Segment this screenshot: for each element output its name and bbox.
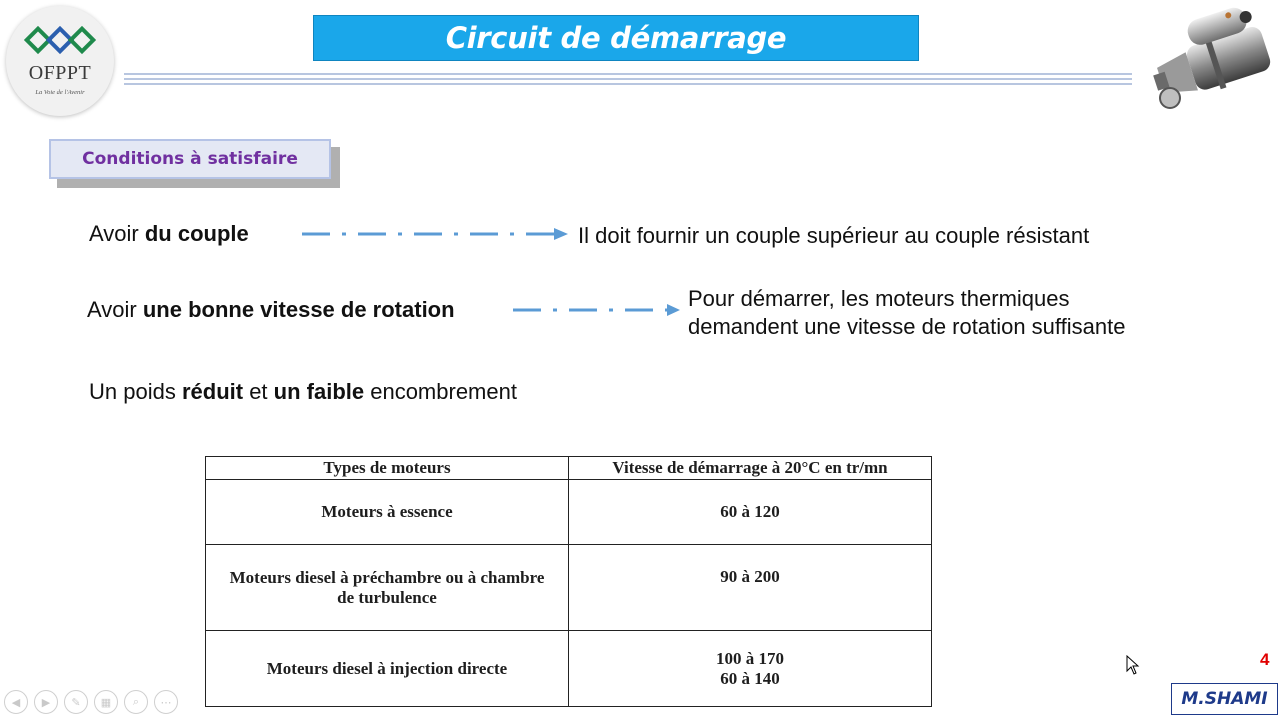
condition-3-part1: Un poids bbox=[89, 379, 182, 404]
speed-value: 100 à 170 bbox=[716, 648, 784, 668]
slide-title-box bbox=[313, 15, 919, 61]
slides-icon[interactable]: ▦ bbox=[94, 690, 118, 714]
page-number: 4 bbox=[1260, 650, 1270, 669]
author-box bbox=[1171, 683, 1278, 715]
pen-icon[interactable]: ✎ bbox=[64, 690, 88, 714]
starting-speed-table bbox=[205, 456, 932, 707]
condition-3-part3: encombrement bbox=[364, 379, 517, 404]
table-cell-speed bbox=[569, 545, 932, 631]
condition-2-prefix: Avoir bbox=[87, 297, 143, 322]
condition-1 bbox=[89, 221, 249, 247]
condition-3-bold1: réduit bbox=[181, 379, 244, 404]
logo-name: OFPPT bbox=[28, 62, 92, 84]
table-header-cell: Types de moteurs bbox=[206, 457, 569, 480]
speed-value: 60 à 120 bbox=[720, 502, 780, 521]
table-row bbox=[206, 545, 932, 631]
mouse-cursor-icon bbox=[1126, 655, 1140, 675]
zoom-icon[interactable]: ⌕ bbox=[124, 690, 148, 714]
section-label-text: Conditions à satisfaire bbox=[82, 149, 298, 169]
condition-2-result-line1: Pour démarrer, les moteurs thermiques bbox=[688, 286, 1070, 311]
condition-1-result: Il doit fournir un couple supérieur au couple résistant bbox=[578, 223, 1090, 248]
table-cell-type: Moteurs à essence bbox=[206, 480, 569, 545]
back-icon[interactable]: ◀ bbox=[4, 690, 28, 714]
table-cell-speed bbox=[569, 480, 932, 545]
table-cell-type bbox=[206, 545, 569, 631]
title-divider bbox=[124, 73, 1132, 88]
condition-3-part2: et bbox=[243, 379, 274, 404]
condition-2 bbox=[87, 297, 455, 323]
condition-2-result-line2: demandent une vitesse de rotation suffisante bbox=[688, 314, 1126, 339]
condition-1-bold: du couple bbox=[144, 221, 249, 246]
logo-mark-icon bbox=[24, 26, 96, 60]
condition-3-bold2: un faible bbox=[273, 379, 365, 404]
dash-dot-arrow-icon bbox=[511, 302, 681, 318]
speed-value: 90 à 200 bbox=[720, 567, 780, 586]
table-row bbox=[206, 631, 932, 707]
condition-1-prefix: Avoir bbox=[89, 221, 145, 246]
table-cell-speed bbox=[569, 631, 932, 707]
condition-3 bbox=[89, 379, 517, 405]
slide-title: Circuit de démarrage bbox=[445, 21, 787, 55]
ofppt-logo bbox=[6, 6, 114, 116]
logo-tagline: La Voie de l'Avenir bbox=[35, 89, 85, 96]
author-name: M.SHAMI bbox=[1181, 689, 1268, 709]
condition-2-bold: une bonne vitesse de rotation bbox=[142, 297, 455, 322]
table-row bbox=[206, 480, 932, 545]
table-header-row bbox=[206, 457, 932, 480]
section-label bbox=[49, 139, 331, 179]
starter-motor-image bbox=[1150, 2, 1278, 120]
table-header-cell: Vitesse de démarrage à 20°C en tr/mn bbox=[569, 457, 932, 480]
speed-value: 60 à 140 bbox=[720, 668, 780, 688]
more-icon[interactable]: ⋯ bbox=[154, 690, 178, 714]
type-line: de turbulence bbox=[337, 587, 437, 607]
presentation-controls bbox=[4, 690, 178, 714]
table-cell-type: Moteurs diesel à injection directe bbox=[206, 631, 569, 707]
forward-icon[interactable]: ▶ bbox=[34, 690, 58, 714]
type-line: Moteurs diesel à préchambre ou à chambre bbox=[229, 567, 545, 587]
dash-dot-arrow-icon bbox=[300, 226, 570, 242]
